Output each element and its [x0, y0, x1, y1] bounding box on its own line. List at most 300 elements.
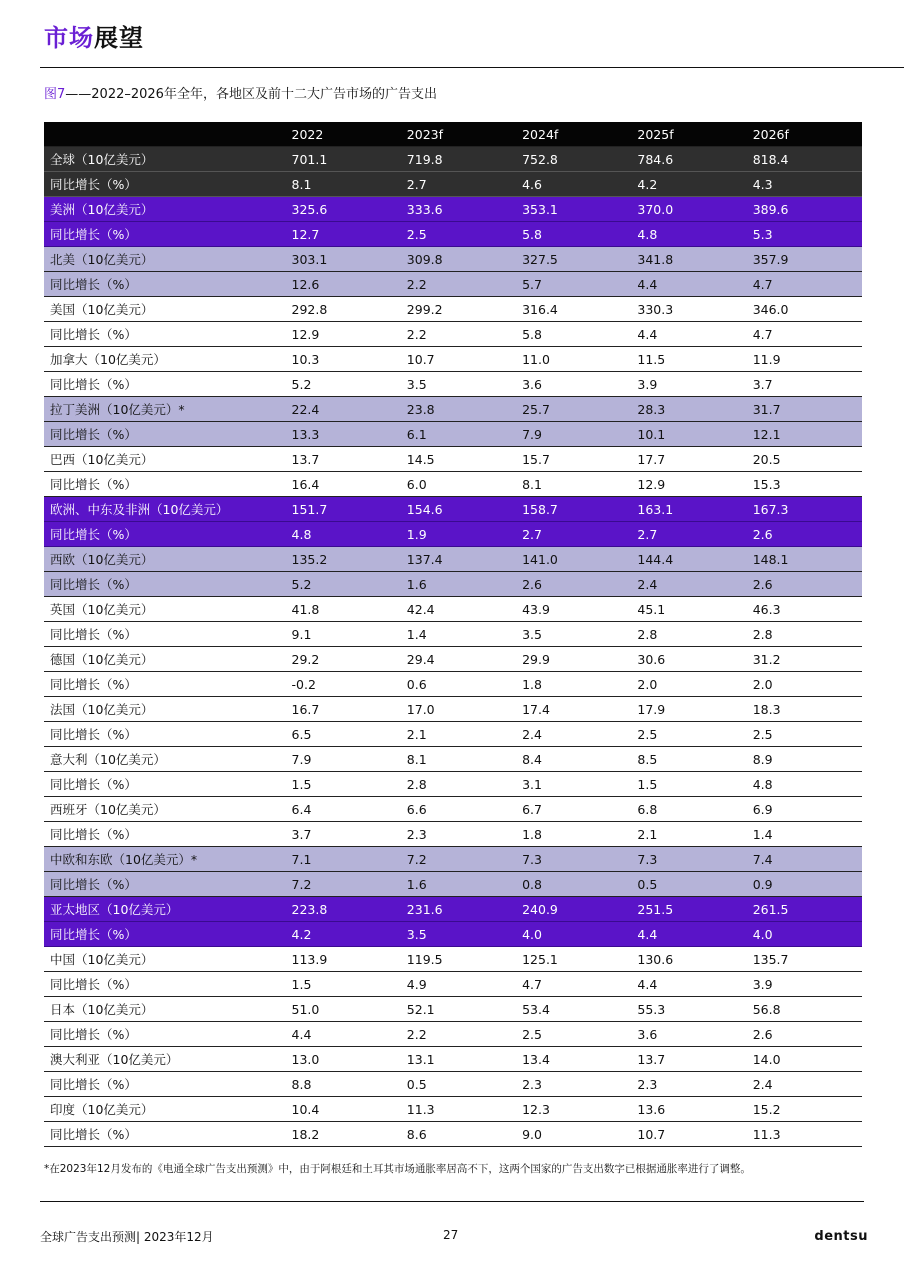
table-cell: 10.3: [286, 347, 401, 372]
table-cell: 818.4: [747, 147, 862, 172]
row-label: 欧洲、中东及非洲（10亿美元）: [44, 497, 286, 522]
table-cell: 7.2: [401, 847, 516, 872]
table-row: [44, 497, 862, 522]
table-row: [44, 297, 862, 322]
footer-report-title: 全球广告支出预测| 2023年12月: [40, 1230, 214, 1244]
table-cell: 1.9: [401, 522, 516, 547]
table-cell: 4.8: [747, 772, 862, 797]
table-row: [44, 922, 862, 947]
table-cell: 8.1: [516, 472, 631, 497]
table-cell: 13.0: [286, 1047, 401, 1072]
table-row: [44, 147, 862, 172]
table-cell: 327.5: [516, 247, 631, 272]
table-cell: 719.8: [401, 147, 516, 172]
table-cell: 4.2: [631, 172, 746, 197]
table-cell: 4.4: [286, 1022, 401, 1047]
table-cell: 784.6: [631, 147, 746, 172]
table-row: [44, 847, 862, 872]
row-label: 同比增长（%）: [44, 572, 286, 597]
table-cell: 130.6: [631, 947, 746, 972]
table-row: [44, 197, 862, 222]
table-cell: 2.7: [401, 172, 516, 197]
table-cell: 12.9: [286, 322, 401, 347]
table-cell: 4.7: [747, 322, 862, 347]
table-cell: 1.4: [747, 822, 862, 847]
table-cell: 3.7: [747, 372, 862, 397]
row-label: 同比增长（%）: [44, 172, 286, 197]
table-cell: 135.2: [286, 547, 401, 572]
table-cell: 292.8: [286, 297, 401, 322]
table-cell: 2.2: [401, 1022, 516, 1047]
table-row: [44, 972, 862, 997]
column-header: [44, 122, 286, 147]
table-cell: 11.0: [516, 347, 631, 372]
table-cell: 4.8: [631, 222, 746, 247]
ad-spend-table: [44, 122, 862, 1147]
table-cell: -0.2: [286, 672, 401, 697]
table-cell: 144.4: [631, 547, 746, 572]
table-cell: 14.5: [401, 447, 516, 472]
table-cell: 7.3: [631, 847, 746, 872]
table-cell: 333.6: [401, 197, 516, 222]
row-label: 同比增长（%）: [44, 872, 286, 897]
row-label: 亚太地区（10亿美元）: [44, 897, 286, 922]
table-cell: 4.4: [631, 322, 746, 347]
table-cell: 7.1: [286, 847, 401, 872]
table-cell: 13.3: [286, 422, 401, 447]
table-cell: 51.0: [286, 997, 401, 1022]
table-cell: 2.1: [631, 822, 746, 847]
table-cell: 135.7: [747, 947, 862, 972]
table-cell: 353.1: [516, 197, 631, 222]
table-cell: 12.6: [286, 272, 401, 297]
table-row: [44, 672, 862, 697]
row-label: 澳大利亚（10亿美元）: [44, 1047, 286, 1072]
table-cell: 5.8: [516, 322, 631, 347]
table-row: [44, 822, 862, 847]
table-cell: 370.0: [631, 197, 746, 222]
table-row: [44, 947, 862, 972]
table-cell: 1.6: [401, 572, 516, 597]
table-cell: 31.7: [747, 397, 862, 422]
table-cell: 8.8: [286, 1072, 401, 1097]
table-cell: 1.5: [286, 972, 401, 997]
table-cell: 10.7: [631, 1122, 746, 1147]
table-cell: 4.4: [631, 272, 746, 297]
table-cell: 15.2: [747, 1097, 862, 1122]
table-cell: 2.8: [401, 772, 516, 797]
table-cell: 3.7: [286, 822, 401, 847]
table-cell: 11.3: [401, 1097, 516, 1122]
column-header: 2026f: [747, 122, 862, 147]
table-cell: 4.9: [401, 972, 516, 997]
row-label: 北美（10亿美元）: [44, 247, 286, 272]
table-cell: 2.3: [631, 1072, 746, 1097]
table-cell: 5.2: [286, 372, 401, 397]
table-cell: 316.4: [516, 297, 631, 322]
table-cell: 10.1: [631, 422, 746, 447]
row-label: 同比增长（%）: [44, 622, 286, 647]
table-cell: 1.6: [401, 872, 516, 897]
table-cell: 303.1: [286, 247, 401, 272]
table-cell: 30.6: [631, 647, 746, 672]
table-cell: 2.6: [747, 572, 862, 597]
table-cell: 113.9: [286, 947, 401, 972]
table-row: [44, 397, 862, 422]
table-cell: 9.0: [516, 1122, 631, 1147]
table-cell: 17.9: [631, 697, 746, 722]
table-cell: 2.8: [631, 622, 746, 647]
table-cell: 5.8: [516, 222, 631, 247]
table-cell: 3.5: [401, 922, 516, 947]
table-cell: 389.6: [747, 197, 862, 222]
table-cell: 3.1: [516, 772, 631, 797]
bottom-divider: [40, 1201, 864, 1202]
table-cell: 5.3: [747, 222, 862, 247]
table-cell: 1.5: [631, 772, 746, 797]
row-label: 法国（10亿美元）: [44, 697, 286, 722]
table-cell: 6.0: [401, 472, 516, 497]
figure-number: 图7: [44, 87, 66, 102]
table-cell: 1.4: [401, 622, 516, 647]
table-cell: 41.8: [286, 597, 401, 622]
table-cell: 2.2: [401, 322, 516, 347]
table-cell: 55.3: [631, 997, 746, 1022]
table-header-row: [44, 122, 862, 147]
row-label: 中欧和东欧（10亿美元）*: [44, 847, 286, 872]
table-cell: 9.1: [286, 622, 401, 647]
table-cell: 17.7: [631, 447, 746, 472]
table-cell: 4.0: [747, 922, 862, 947]
table-cell: 4.4: [631, 922, 746, 947]
table-cell: 31.2: [747, 647, 862, 672]
table-row: [44, 347, 862, 372]
table-row: [44, 372, 862, 397]
table-row: [44, 447, 862, 472]
table-cell: 28.3: [631, 397, 746, 422]
table-body: [44, 147, 862, 1147]
row-label: 同比增长（%）: [44, 1072, 286, 1097]
table-cell: 22.4: [286, 397, 401, 422]
row-label: 同比增长（%）: [44, 372, 286, 397]
table-cell: 2.6: [747, 1022, 862, 1047]
table-cell: 3.6: [631, 1022, 746, 1047]
table-row: [44, 472, 862, 497]
row-label: 西欧（10亿美元）: [44, 547, 286, 572]
row-label: 同比增长（%）: [44, 672, 286, 697]
table-cell: 2.3: [401, 822, 516, 847]
row-label: 同比增长（%）: [44, 1122, 286, 1147]
table-cell: 701.1: [286, 147, 401, 172]
table-row: [44, 872, 862, 897]
table-cell: 29.2: [286, 647, 401, 672]
row-label: 美洲（10亿美元）: [44, 197, 286, 222]
table-cell: 11.5: [631, 347, 746, 372]
table-cell: 330.3: [631, 297, 746, 322]
row-label: 同比增长（%）: [44, 922, 286, 947]
table-cell: 223.8: [286, 897, 401, 922]
figure-caption: [44, 83, 437, 102]
table-cell: 5.2: [286, 572, 401, 597]
table-cell: 15.7: [516, 447, 631, 472]
table-cell: 3.5: [401, 372, 516, 397]
table-cell: 8.6: [401, 1122, 516, 1147]
row-label: 日本（10亿美元）: [44, 997, 286, 1022]
table-cell: 6.7: [516, 797, 631, 822]
row-label: 同比增长（%）: [44, 522, 286, 547]
table-cell: 240.9: [516, 897, 631, 922]
table-cell: 2.8: [747, 622, 862, 647]
table-cell: 6.9: [747, 797, 862, 822]
table-row: [44, 747, 862, 772]
table-cell: 346.0: [747, 297, 862, 322]
table-cell: 6.5: [286, 722, 401, 747]
row-label: 同比增长（%）: [44, 322, 286, 347]
table-cell: 4.0: [516, 922, 631, 947]
table-row: [44, 797, 862, 822]
table-cell: 18.3: [747, 697, 862, 722]
table-cell: 1.8: [516, 822, 631, 847]
table-cell: 10.7: [401, 347, 516, 372]
table-row: [44, 172, 862, 197]
table-cell: 167.3: [747, 497, 862, 522]
row-label: 印度（10亿美元）: [44, 1097, 286, 1122]
table-cell: 15.3: [747, 472, 862, 497]
table-row: [44, 1122, 862, 1147]
table-cell: 1.8: [516, 672, 631, 697]
table-cell: 0.5: [631, 872, 746, 897]
table-cell: 11.9: [747, 347, 862, 372]
row-label: 英国（10亿美元）: [44, 597, 286, 622]
table-row: [44, 1097, 862, 1122]
top-divider: [40, 67, 904, 68]
table-cell: 0.9: [747, 872, 862, 897]
table-cell: 2.4: [516, 722, 631, 747]
footnote: *在2023年12月发布的《电通全球广告支出预测》中，由于阿根廷和土耳其市场通胀率居高不下，这两个国家的广告支出数字已根据通胀率进行了调整。: [44, 1163, 751, 1175]
table-cell: 341.8: [631, 247, 746, 272]
table-cell: 2.6: [747, 522, 862, 547]
table-row: [44, 522, 862, 547]
table-cell: 6.4: [286, 797, 401, 822]
table-row: [44, 997, 862, 1022]
table-row: [44, 547, 862, 572]
table-row: [44, 597, 862, 622]
table-cell: 3.9: [747, 972, 862, 997]
table-cell: 4.4: [631, 972, 746, 997]
figure-caption-text: ——2022–2026年全年，各地区及前十二大广告市场的广告支出: [65, 87, 437, 102]
table-cell: 23.8: [401, 397, 516, 422]
table-row: [44, 222, 862, 247]
table-cell: 3.6: [516, 372, 631, 397]
table-cell: 752.8: [516, 147, 631, 172]
table-cell: 2.3: [516, 1072, 631, 1097]
table-cell: 6.6: [401, 797, 516, 822]
table-row: [44, 897, 862, 922]
row-label: 同比增长（%）: [44, 822, 286, 847]
page-title-part1: 市场: [44, 24, 94, 52]
row-label: 同比增长（%）: [44, 1022, 286, 1047]
table-row: [44, 272, 862, 297]
table-cell: 251.5: [631, 897, 746, 922]
table-cell: 12.9: [631, 472, 746, 497]
table-cell: 42.4: [401, 597, 516, 622]
column-header: 2025f: [631, 122, 746, 147]
table-cell: 43.9: [516, 597, 631, 622]
table-cell: 3.9: [631, 372, 746, 397]
table-cell: 16.7: [286, 697, 401, 722]
table-cell: 7.9: [286, 747, 401, 772]
table-cell: 29.9: [516, 647, 631, 672]
table-cell: 231.6: [401, 897, 516, 922]
table-cell: 2.4: [747, 1072, 862, 1097]
row-label: 意大利（10亿美元）: [44, 747, 286, 772]
table-cell: 325.6: [286, 197, 401, 222]
table-cell: 56.8: [747, 997, 862, 1022]
table-cell: 14.0: [747, 1047, 862, 1072]
table-cell: 158.7: [516, 497, 631, 522]
row-label: 同比增长（%）: [44, 222, 286, 247]
page-title: [44, 18, 144, 53]
table-cell: 7.2: [286, 872, 401, 897]
row-label: 加拿大（10亿美元）: [44, 347, 286, 372]
row-label: 西班牙（10亿美元）: [44, 797, 286, 822]
table-row: [44, 1072, 862, 1097]
table-cell: 0.5: [401, 1072, 516, 1097]
row-label: 同比增长（%）: [44, 272, 286, 297]
table-cell: 4.7: [747, 272, 862, 297]
table-cell: 8.1: [286, 172, 401, 197]
table-row: [44, 647, 862, 672]
table-cell: 1.5: [286, 772, 401, 797]
table-row: [44, 1022, 862, 1047]
table-cell: 148.1: [747, 547, 862, 572]
table-row: [44, 322, 862, 347]
table-cell: 16.4: [286, 472, 401, 497]
table-cell: 13.1: [401, 1047, 516, 1072]
table-cell: 4.7: [516, 972, 631, 997]
table-cell: 309.8: [401, 247, 516, 272]
table-cell: 52.1: [401, 997, 516, 1022]
table-cell: 6.1: [401, 422, 516, 447]
table-cell: 2.5: [516, 1022, 631, 1047]
table-cell: 2.7: [631, 522, 746, 547]
table-cell: 20.5: [747, 447, 862, 472]
row-label: 同比增长（%）: [44, 772, 286, 797]
table-cell: 7.3: [516, 847, 631, 872]
table-cell: 2.5: [747, 722, 862, 747]
table-cell: 7.9: [516, 422, 631, 447]
row-label: 中国（10亿美元）: [44, 947, 286, 972]
table-cell: 13.7: [631, 1047, 746, 1072]
table-cell: 8.9: [747, 747, 862, 772]
table-cell: 2.1: [401, 722, 516, 747]
table-cell: 7.4: [747, 847, 862, 872]
table-row: [44, 697, 862, 722]
table-cell: 8.5: [631, 747, 746, 772]
table-cell: 2.7: [516, 522, 631, 547]
column-header: 2024f: [516, 122, 631, 147]
table-cell: 8.4: [516, 747, 631, 772]
table-cell: 4.3: [747, 172, 862, 197]
table-cell: 12.7: [286, 222, 401, 247]
table-cell: 13.6: [631, 1097, 746, 1122]
table-cell: 261.5: [747, 897, 862, 922]
row-label: 拉丁美洲（10亿美元）*: [44, 397, 286, 422]
table-row: [44, 622, 862, 647]
row-label: 同比增长（%）: [44, 472, 286, 497]
table-cell: 4.6: [516, 172, 631, 197]
table-cell: 45.1: [631, 597, 746, 622]
table-cell: 25.7: [516, 397, 631, 422]
table-cell: 17.0: [401, 697, 516, 722]
table-row: [44, 722, 862, 747]
table-cell: 2.6: [516, 572, 631, 597]
table-cell: 17.4: [516, 697, 631, 722]
table-cell: 0.8: [516, 872, 631, 897]
table-cell: 5.7: [516, 272, 631, 297]
row-label: 同比增长（%）: [44, 722, 286, 747]
table-cell: 13.7: [286, 447, 401, 472]
row-label: 全球（10亿美元）: [44, 147, 286, 172]
table-cell: 53.4: [516, 997, 631, 1022]
table-cell: 3.5: [516, 622, 631, 647]
table-row: [44, 772, 862, 797]
column-header: 2023f: [401, 122, 516, 147]
table-cell: 125.1: [516, 947, 631, 972]
table-cell: 13.4: [516, 1047, 631, 1072]
table-cell: 2.5: [631, 722, 746, 747]
table-cell: 12.3: [516, 1097, 631, 1122]
table-cell: 2.4: [631, 572, 746, 597]
row-label: 巴西（10亿美元）: [44, 447, 286, 472]
table-cell: 6.8: [631, 797, 746, 822]
column-header: 2022: [286, 122, 401, 147]
table-cell: 11.3: [747, 1122, 862, 1147]
table-cell: 151.7: [286, 497, 401, 522]
table-cell: 2.5: [401, 222, 516, 247]
table-row: [44, 422, 862, 447]
table-row: [44, 1047, 862, 1072]
table-cell: 12.1: [747, 422, 862, 447]
table-cell: 4.8: [286, 522, 401, 547]
table-cell: 4.2: [286, 922, 401, 947]
table-cell: 2.0: [631, 672, 746, 697]
table-cell: 29.4: [401, 647, 516, 672]
table-row: [44, 572, 862, 597]
row-label: 德国（10亿美元）: [44, 647, 286, 672]
table-cell: 18.2: [286, 1122, 401, 1147]
table-cell: 10.4: [286, 1097, 401, 1122]
dentsu-logo: dentsu: [814, 1229, 868, 1244]
table-cell: 299.2: [401, 297, 516, 322]
table-cell: 357.9: [747, 247, 862, 272]
table-cell: 8.1: [401, 747, 516, 772]
table-cell: 154.6: [401, 497, 516, 522]
row-label: 同比增长（%）: [44, 972, 286, 997]
page-title-part2: 展望: [94, 24, 144, 52]
table-cell: 2.0: [747, 672, 862, 697]
table-cell: 2.2: [401, 272, 516, 297]
table-cell: 119.5: [401, 947, 516, 972]
table-cell: 141.0: [516, 547, 631, 572]
table-cell: 137.4: [401, 547, 516, 572]
table-cell: 0.6: [401, 672, 516, 697]
table-row: [44, 247, 862, 272]
row-label: 同比增长（%）: [44, 422, 286, 447]
table-cell: 163.1: [631, 497, 746, 522]
table-cell: 46.3: [747, 597, 862, 622]
row-label: 美国（10亿美元）: [44, 297, 286, 322]
